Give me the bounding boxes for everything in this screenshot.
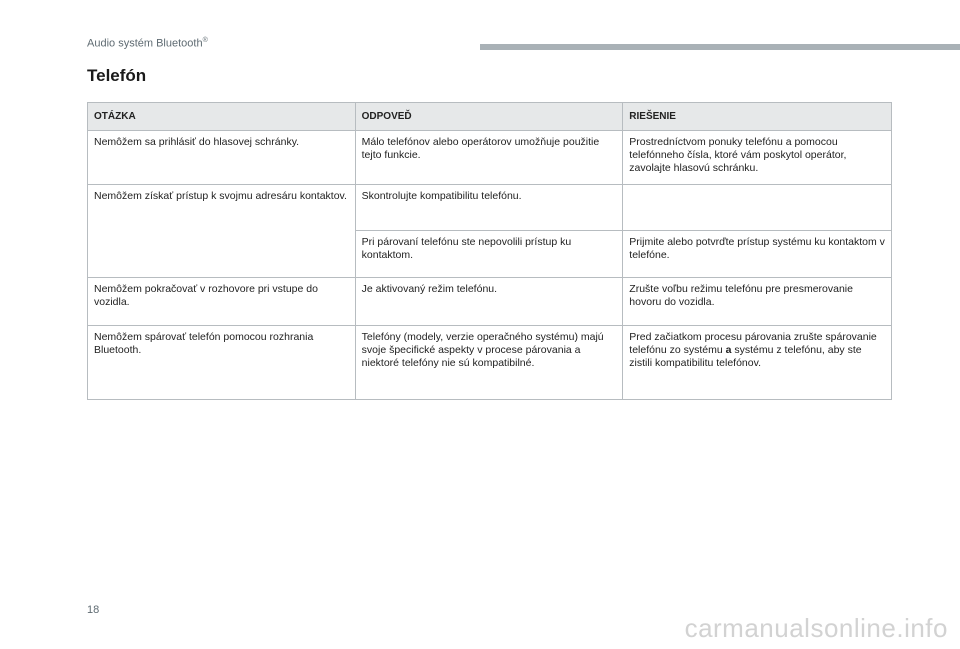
solution-cell: Zrušte voľbu režimu telefónu pre presmerovanie hovoru do vozidla. [623, 278, 892, 326]
solution-cell [623, 326, 892, 400]
solution-cell: Prostredníctvom ponuky telefónu a pomocou telefónneho čísla, ktoré vám poskytol operátor, zavolajte hlasovú schránku. [623, 131, 892, 185]
answer-cell: Telefóny (modely, verzie operačného systému) majú svoje špecifické aspekty v procese párovania a niektoré telefóny nie sú kompatibilné. [355, 326, 623, 400]
question-cell: Nemôžem pokračovať v rozhovore pri vstupe do vozidla. [88, 278, 356, 326]
column-header-answer: ODPOVEĎ [355, 103, 623, 131]
running-header-title: Audio systém Bluetooth [87, 37, 203, 50]
registered-mark: ® [202, 37, 208, 44]
table-header-row [88, 103, 892, 131]
answer-cell: Je aktivovaný režim telefónu. [355, 278, 623, 326]
question-cell: Nemôžem spárovať telefón pomocou rozhrania Bluetooth. [88, 326, 356, 400]
solution-text-end: systému z telefónu, aby ste zistili kompatibilitu telefónov. [629, 344, 862, 369]
column-header-solution: RIEŠENIE [623, 103, 892, 131]
solution-text-start: Pred začiatkom procesu párovania zrušte spárovanie telefónu zo systému [629, 331, 877, 356]
table-row [88, 326, 892, 400]
answer-cell: Pri párovaní telefónu ste nepovolili prístup ku kontaktom. [355, 231, 623, 278]
solution-cell [623, 185, 892, 231]
answer-cell: Málo telefónov alebo operátorov umožňuje použitie tejto funkcie. [355, 131, 623, 185]
answer-cell: Skontrolujte kompatibilitu telefónu. [355, 185, 623, 231]
page-title: Telefón [87, 66, 147, 85]
column-header-question: OTÁZKA [88, 103, 356, 131]
table-row [88, 185, 892, 231]
table-row [88, 278, 892, 326]
watermark: carmanualsonline.info [684, 613, 948, 643]
solution-cell: Prijmite alebo potvrďte prístup systému ku kontaktom v telefóne. [623, 231, 892, 278]
header-rule [480, 44, 960, 50]
troubleshooting-table [87, 102, 892, 400]
solution-text-bold: a [725, 344, 732, 356]
running-header [87, 37, 208, 50]
question-cell: Nemôžem sa prihlásiť do hlasovej schránky. [88, 131, 356, 185]
page-number: 18 [87, 604, 100, 616]
table-row [88, 131, 892, 185]
question-cell: Nemôžem získať prístup k svojmu adresáru kontaktov. [88, 185, 356, 278]
